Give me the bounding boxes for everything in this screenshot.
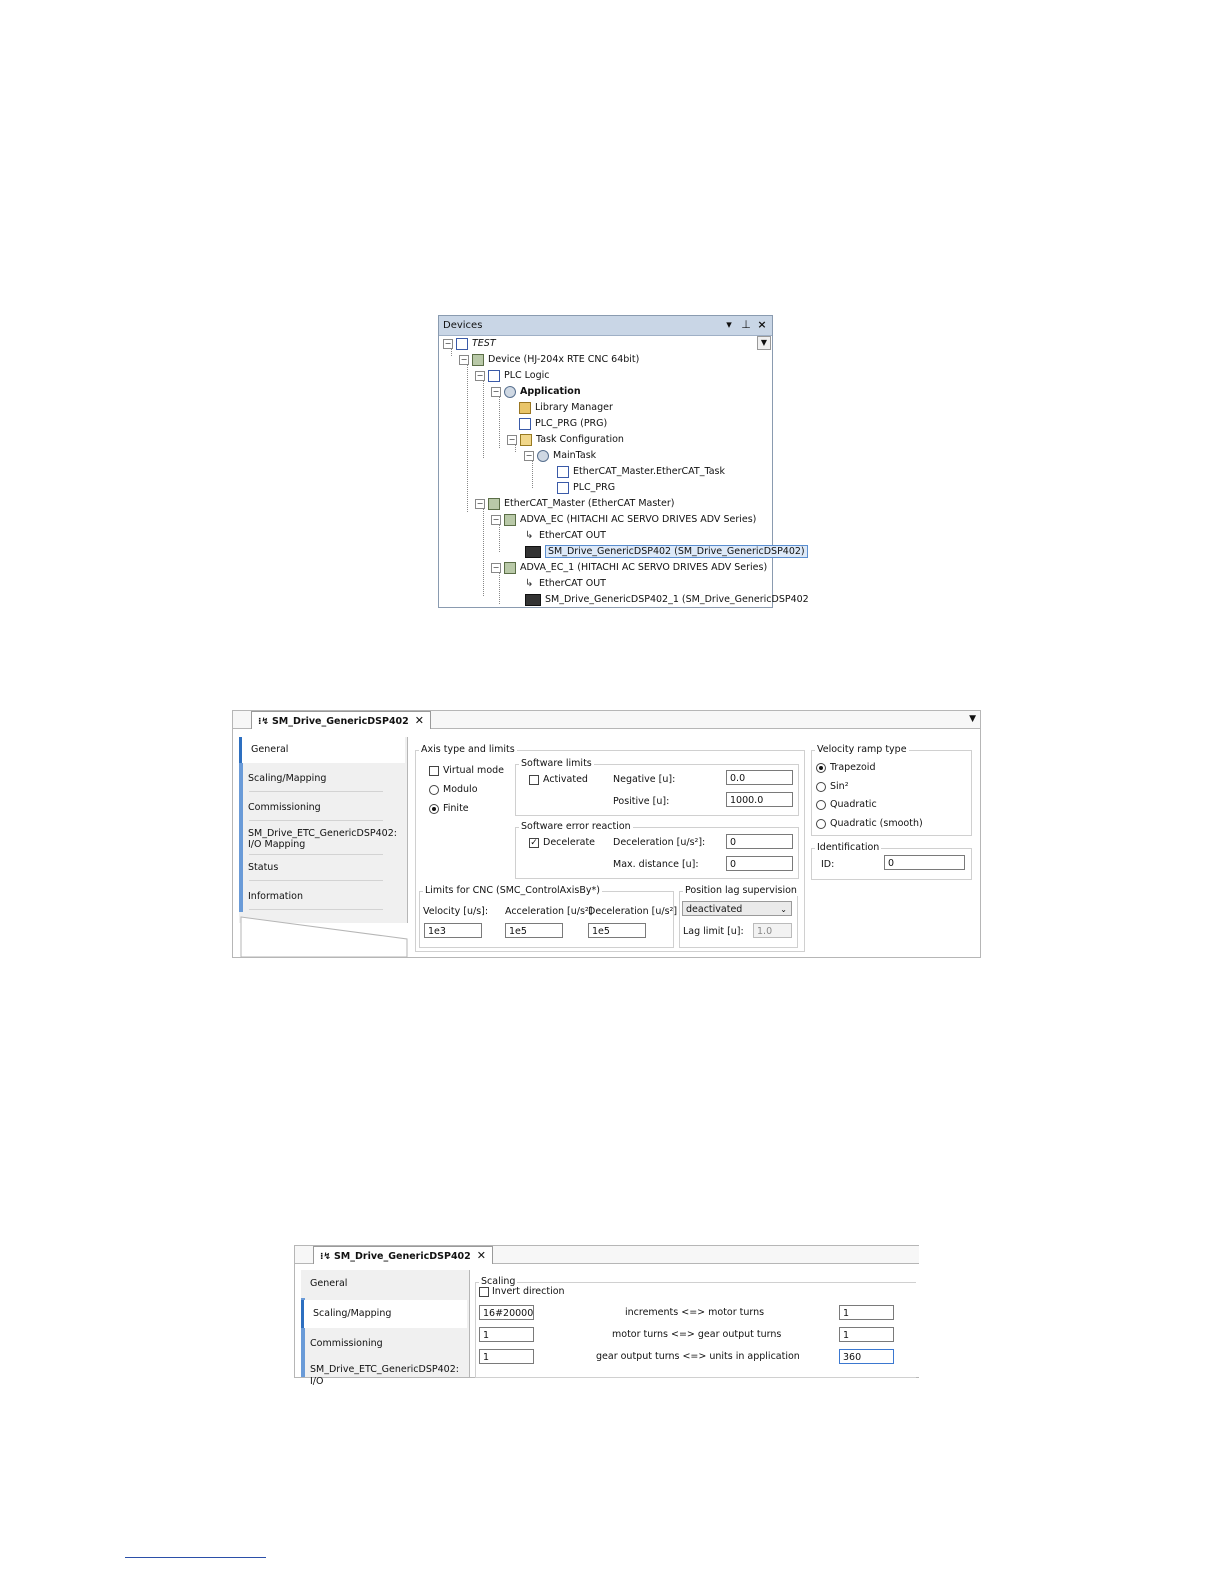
tree-item-library-manager[interactable]: Library Manager [519,400,613,416]
collapse-icon[interactable]: − [492,515,500,524]
increments-input[interactable]: 16#20000 [479,1305,534,1320]
invert-direction-checkbox[interactable] [479,1287,489,1297]
modulo-radio[interactable] [429,785,439,795]
ramp-sin2-label: Sin² [830,781,849,792]
device-icon [472,354,484,366]
ramp-quadratic-smooth-radio[interactable] [816,819,826,829]
drive-editor-general [232,710,981,958]
positive-label: Positive [u]: [613,796,670,807]
finite-label: Finite [443,803,469,814]
tree-item-maintask[interactable]: − MainTask [525,450,597,461]
tree-item-ethercat-out-1[interactable]: ↳ EtherCAT OUT [525,578,606,589]
nav-scaling-mapping[interactable]: Scaling/Mapping [301,1300,467,1328]
tree-item-device[interactable]: − Device (HJ-204x RTE CNC 64bit) [460,354,640,365]
chevron-down-icon: ⌄ [780,905,787,914]
gear-units-label: gear output turns <=> units in application [596,1351,800,1362]
collapse-icon[interactable]: − [476,371,484,380]
tree-scroll-dropdown[interactable]: ▼ [757,336,771,350]
nav-general[interactable]: General [239,737,405,763]
cnc-deceleration-input[interactable]: 1e5 [588,923,646,938]
collapse-icon[interactable]: − [508,435,516,444]
increments-motor-label: increments <=> motor turns [625,1307,765,1318]
nav-status[interactable]: Status [239,855,405,881]
positive-limit-input[interactable]: 1000.0 [726,792,793,807]
software-limits-title: Software limits [521,758,592,769]
close-icon[interactable]: ✕ [476,1249,486,1262]
error-deceleration-input[interactable]: 0 [726,834,793,849]
editor-tab[interactable]: ⁝↯ SM_Drive_GenericDSP402 ✕ [251,711,431,729]
device-icon [504,562,516,574]
ramp-quadratic-label: Quadratic [830,799,877,810]
lag-limit-input: 1.0 [753,923,792,938]
cnc-deceleration-label: Deceleration [u/s²] [588,906,678,917]
project-icon [456,338,468,350]
identification-title: Identification [817,842,880,853]
close-icon[interactable]: ✕ [414,714,424,727]
plc-logic-icon [488,370,500,382]
activated-checkbox[interactable] [529,775,539,785]
motor-turns-input[interactable]: 1 [839,1305,894,1320]
lag-supervision-group [679,891,798,948]
tree-item-task-configuration[interactable]: − Task Configuration [508,434,624,445]
ramp-quadratic-smooth-label: Quadratic (smooth) [830,818,923,829]
invert-direction-label: Invert direction [492,1286,565,1297]
tree-item-ethercat-out[interactable]: ↳ EtherCAT OUT [525,530,606,541]
nav-commissioning[interactable]: Commissioning [310,1338,383,1349]
axis-type-title: Axis type and limits [421,744,515,755]
deceleration-label: Deceleration [u/s²]: [613,837,706,848]
collapse-icon[interactable]: − [492,563,500,572]
velocity-input[interactable]: 1e3 [424,923,482,938]
footnote-separator [125,1557,266,1558]
collapse-icon[interactable]: − [525,451,533,460]
devices-panel [438,315,809,608]
port-icon: ↳ [525,578,534,589]
nav-commissioning[interactable]: Commissioning [239,795,405,821]
ramp-quadratic-radio[interactable] [816,800,826,810]
velocity-ramp-title: Velocity ramp type [817,744,907,755]
editor-tab[interactable]: ⁝↯ SM_Drive_GenericDSP402 ✕ [313,1246,493,1264]
devices-titlebar [439,316,772,336]
nav-information[interactable]: Information [239,884,405,910]
panel-dropdown-icon[interactable]: ▾ [726,318,732,331]
task-call-icon [557,466,569,478]
tree-item-plc-logic[interactable]: − PLC Logic [476,370,550,381]
tree-item-ethercat-task[interactable]: EtherCAT_Master.EtherCAT_Task [557,464,725,480]
acceleration-label: Acceleration [u/s²] [505,906,593,917]
tree-item-adva-ec-1[interactable]: − ADVA_EC_1 (HITACHI AC SERVO DRIVES ADV Series) [492,562,768,573]
collapse-icon[interactable]: − [476,499,484,508]
motor-gear-label: motor turns <=> gear output turns [612,1329,782,1340]
drive-icon [525,594,541,606]
editor-side-nav [239,737,405,957]
activated-label: Activated [543,774,588,785]
library-icon [519,402,531,414]
tree-item-test[interactable]: − TEST [444,338,496,349]
drive-icon [525,546,541,558]
port-icon: ↳ [525,530,534,541]
cnc-limits-title: Limits for CNC (SMC_ControlAxisBy*) [425,885,600,896]
virtual-mode-checkbox[interactable] [429,766,439,776]
tree-item-ethercat-master[interactable]: − EtherCAT_Master (EtherCAT Master) [476,498,675,509]
cnc-limits-group [419,891,674,948]
ramp-trapezoid-radio[interactable] [816,763,826,773]
modulo-label: Modulo [443,784,478,795]
ramp-sin2-radio[interactable] [816,782,826,792]
tree-item-sm-drive[interactable]: SM_Drive_GenericDSP402 (SM_Drive_GenericDSP402) [525,544,808,560]
nav-io-mapping[interactable]: SM_Drive_ETC_GenericDSP402: I/O [310,1364,459,1387]
nav-general[interactable]: General [301,1270,467,1298]
editor-tabstrip [233,711,980,729]
id-input[interactable]: 0 [884,855,965,870]
units-in-application-input[interactable]: 360 [839,1349,894,1364]
gear-output-left-input[interactable]: 1 [479,1349,534,1364]
lag-limit-label: Lag limit [u]: [683,926,744,937]
close-icon[interactable]: × [757,318,767,331]
program-icon [519,418,531,430]
max-distance-label: Max. distance [u]: [613,859,699,870]
gear-icon [504,386,516,398]
drive-editor-scaling [294,1245,919,1387]
gear-output-input[interactable]: 1 [839,1327,894,1342]
task-icon [537,450,549,462]
ramp-trapezoid-label: Trapezoid [830,762,876,773]
tree-item-plc-prg-call[interactable]: PLC_PRG [557,480,615,496]
tree-item-application[interactable]: − Application [492,386,581,397]
scaling-title: Scaling [481,1276,516,1287]
lag-supervision-title: Position lag supervision [685,885,797,896]
collapse-icon[interactable]: − [444,339,452,348]
decelerate-checkbox[interactable]: ✓ [530,838,538,848]
tree-item-sm-drive-1[interactable]: SM_Drive_GenericDSP402_1 (SM_Drive_GenericDSP402 [525,592,809,608]
max-distance-input[interactable]: 0 [726,856,793,871]
virtual-mode-label: Virtual mode [443,765,505,776]
acceleration-input[interactable]: 1e5 [505,923,563,938]
motor-turns-left-input[interactable]: 1 [479,1327,534,1342]
tree-item-plc-prg[interactable]: PLC_PRG (PRG) [519,416,607,432]
nav-io-mapping[interactable]: SM_Drive_ETC_GenericDSP402: I/O Mapping [239,825,405,855]
lag-mode-select[interactable]: deactivated ⌄ [682,901,792,916]
nav-scaling-mapping[interactable]: Scaling/Mapping [239,766,405,792]
collapse-icon[interactable]: − [460,355,468,364]
negative-limit-input[interactable]: 0.0 [726,770,793,785]
nav-page-curl [239,917,409,957]
collapse-icon[interactable]: − [492,387,500,396]
task-call-icon [557,482,569,494]
finite-radio[interactable] [429,804,439,814]
velocity-label: Velocity [u/s]: [423,906,489,917]
editor-tabstrip [295,1246,919,1264]
error-reaction-title: Software error reaction [521,821,631,832]
drive-tab-icon: ⁝↯ [258,717,269,727]
decelerate-label: Decelerate [543,837,596,848]
tab-list-dropdown-icon[interactable]: ▼ [969,714,976,724]
device-icon [488,498,500,510]
tree-item-adva-ec[interactable]: − ADVA_EC (HITACHI AC SERVO DRIVES ADV Series) [492,514,757,525]
task-config-icon [520,434,532,446]
device-icon [504,514,516,526]
drive-tab-icon: ⁝↯ [320,1252,331,1262]
id-label: ID: [821,859,835,870]
pin-icon[interactable]: ⊥ [741,318,751,331]
negative-label: Negative [u]: [613,774,676,785]
editor-side-nav [301,1270,467,1387]
devices-title: Devices [443,320,483,331]
